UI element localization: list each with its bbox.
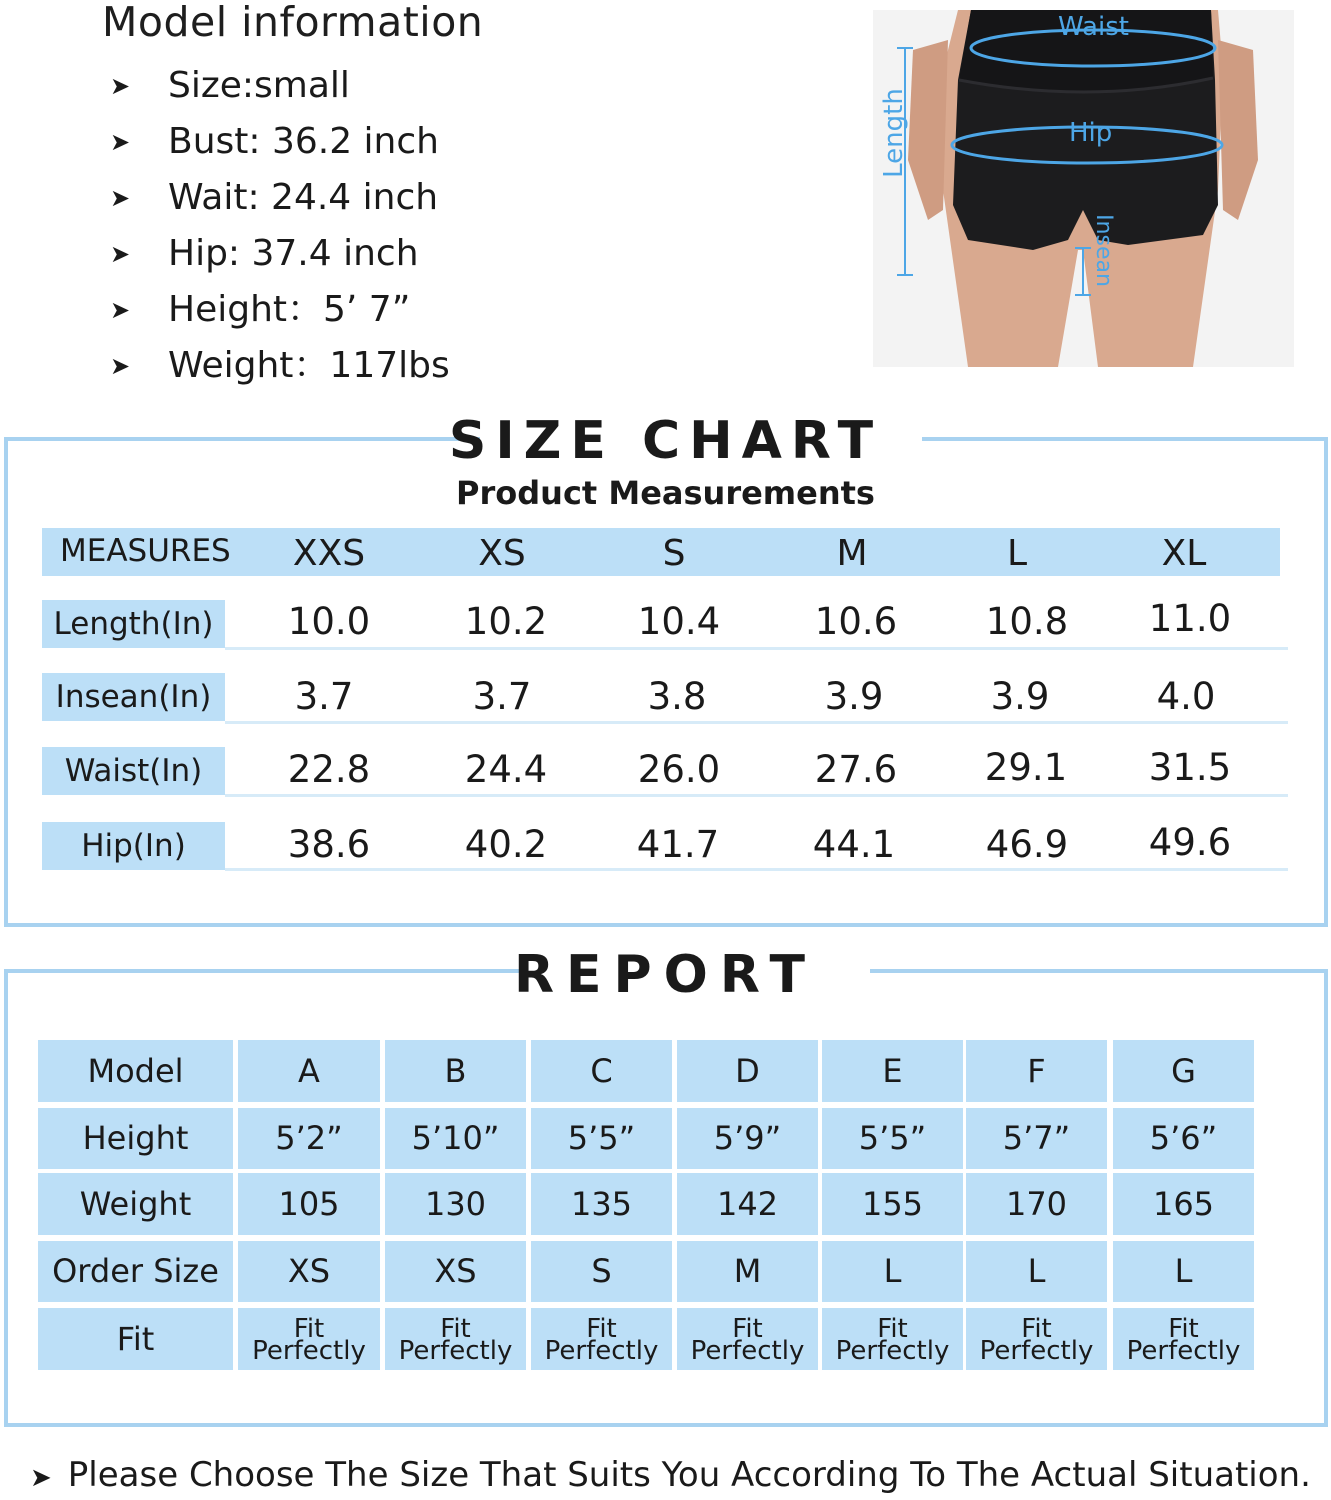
report-cell: 5’9” bbox=[677, 1108, 818, 1169]
report-cell: 105 bbox=[238, 1173, 380, 1235]
model-info-list bbox=[102, 64, 483, 400]
fit-label: Fit bbox=[877, 1314, 908, 1344]
report-cell: 135 bbox=[531, 1173, 672, 1235]
row-divider bbox=[225, 794, 1288, 797]
size-value-cell: 46.9 bbox=[985, 823, 1069, 866]
report-cell: 155 bbox=[822, 1173, 963, 1235]
arrowhead-icon: ➤ bbox=[110, 128, 131, 156]
size-chart-title: SIZE CHART bbox=[448, 411, 883, 471]
arrowhead-icon: ➤ bbox=[110, 72, 131, 100]
report-cell: A bbox=[238, 1040, 380, 1102]
size-value-cell: 26.0 bbox=[637, 748, 721, 791]
size-value-cell: 3.8 bbox=[647, 675, 707, 718]
arrowhead-icon: ➤ bbox=[30, 1463, 52, 1493]
size-header-cell: L bbox=[1006, 533, 1028, 574]
report-cell bbox=[966, 1308, 1107, 1370]
fit-label: Perfectly bbox=[835, 1336, 950, 1366]
fit-label: Fit bbox=[440, 1314, 471, 1344]
fit-label: Perfectly bbox=[690, 1336, 805, 1366]
fit-label: Perfectly bbox=[252, 1336, 366, 1366]
report-cell: G bbox=[1113, 1040, 1254, 1102]
footer-note bbox=[30, 1455, 1311, 1495]
size-row-label: Hip(In) bbox=[42, 822, 225, 870]
report-row-label: Fit bbox=[38, 1308, 233, 1370]
size-value-cell: 11.0 bbox=[1148, 597, 1232, 640]
size-value-cell: 3.9 bbox=[990, 675, 1050, 718]
size-header-cell: XL bbox=[1161, 533, 1207, 574]
report-cell: B bbox=[385, 1040, 526, 1102]
report-cell: 5’2” bbox=[238, 1108, 380, 1169]
size-header-cell: S bbox=[662, 533, 686, 574]
size-value-cell: 22.8 bbox=[287, 748, 371, 791]
report-cell: 130 bbox=[385, 1173, 526, 1235]
size-value-cell: 10.4 bbox=[637, 600, 721, 643]
inseam-label: Insean bbox=[1090, 214, 1116, 287]
report-cell: 5’6” bbox=[1113, 1108, 1254, 1169]
row-divider bbox=[225, 868, 1288, 871]
size-value-cell: 3.9 bbox=[824, 675, 884, 718]
hip-label: Hip bbox=[1069, 118, 1113, 148]
fit-label: Fit bbox=[732, 1314, 763, 1344]
model-info-title: Model information bbox=[102, 0, 484, 46]
fit-label: Fit bbox=[1021, 1314, 1052, 1344]
report-cell: F bbox=[966, 1040, 1107, 1102]
model-info-item: ➤ Height：5’ 7” bbox=[110, 289, 411, 330]
model-info-item: ➤ Size:small bbox=[110, 65, 350, 106]
report-row-label: Height bbox=[38, 1108, 233, 1169]
report-row-label: Weight bbox=[38, 1173, 233, 1235]
size-value-cell: 3.7 bbox=[472, 675, 532, 718]
size-value-cell: 4.0 bbox=[1156, 675, 1216, 718]
size-value-cell: 44.1 bbox=[812, 823, 896, 866]
model-info-item: ➤ Hip: 37.4 inch bbox=[110, 233, 419, 274]
fit-label: Fit bbox=[586, 1314, 617, 1344]
model-info-item: ➤ Bust: 36.2 inch bbox=[110, 121, 439, 162]
report-cell: 142 bbox=[677, 1173, 818, 1235]
report-cell bbox=[238, 1308, 380, 1370]
fit-label: Perfectly bbox=[979, 1336, 1094, 1366]
size-header-cell: M bbox=[836, 533, 868, 574]
fit-label: Fit bbox=[293, 1314, 325, 1344]
report-cell: XS bbox=[238, 1241, 380, 1302]
size-row-label: Insean(In) bbox=[42, 673, 225, 721]
row-divider bbox=[225, 647, 1288, 650]
arrowhead-icon: ➤ bbox=[110, 296, 131, 324]
report-cell: 5’5” bbox=[822, 1108, 963, 1169]
report-cell: 5’10” bbox=[385, 1108, 526, 1169]
report-cell: C bbox=[531, 1040, 672, 1102]
size-header-cell: XXS bbox=[292, 533, 366, 574]
arrowhead-icon: ➤ bbox=[110, 352, 131, 380]
size-row-label: Waist(In) bbox=[42, 747, 225, 795]
report-cell: S bbox=[531, 1241, 672, 1302]
footer-note-text: Please Choose The Size That Suits You According To The Actual Situation. bbox=[67, 1455, 1311, 1495]
shorts-illustration bbox=[873, 10, 1294, 367]
model-info-item: ➤ Wait: 24.4 inch bbox=[110, 177, 439, 218]
fit-label: Perfectly bbox=[398, 1336, 513, 1366]
report-cell: M bbox=[677, 1241, 818, 1302]
size-value-cell: 3.7 bbox=[294, 675, 354, 718]
size-value-cell: 40.2 bbox=[464, 823, 548, 866]
size-value-cell: 49.6 bbox=[1148, 821, 1232, 864]
waist-label: Waist bbox=[1058, 12, 1129, 42]
report-cell: 165 bbox=[1113, 1173, 1254, 1235]
size-header-cell: XS bbox=[478, 533, 526, 574]
report-row-label: Order Size bbox=[38, 1241, 233, 1302]
report-cell bbox=[677, 1308, 818, 1370]
report-cell: L bbox=[822, 1241, 963, 1302]
size-value-cell: 10.2 bbox=[464, 600, 548, 643]
fit-label: Perfectly bbox=[1126, 1336, 1241, 1366]
product-photo bbox=[873, 10, 1294, 367]
size-row-label: Length(In) bbox=[42, 600, 225, 648]
arrowhead-icon: ➤ bbox=[110, 240, 131, 268]
size-value-cell: 24.4 bbox=[464, 748, 548, 791]
size-value-cell: 31.5 bbox=[1148, 746, 1232, 789]
report-cell: 5’5” bbox=[531, 1108, 672, 1169]
report-cell: L bbox=[1113, 1241, 1254, 1302]
report-row-label: Model bbox=[38, 1040, 233, 1102]
size-value-cell: 38.6 bbox=[287, 823, 371, 866]
report-cell bbox=[822, 1308, 963, 1370]
report-cell: 170 bbox=[966, 1173, 1107, 1235]
report-cell: D bbox=[677, 1040, 818, 1102]
row-divider bbox=[225, 721, 1288, 724]
size-value-cell: 10.6 bbox=[814, 600, 898, 643]
report-cell bbox=[1113, 1308, 1254, 1370]
report-cell: L bbox=[966, 1241, 1107, 1302]
model-info-item: ➤ Weight：117lbs bbox=[110, 345, 450, 386]
measures-header: MEASURES bbox=[60, 533, 231, 569]
fit-label: Fit bbox=[1168, 1314, 1199, 1344]
size-value-cell: 10.8 bbox=[985, 600, 1069, 643]
size-value-cell: 10.0 bbox=[287, 600, 371, 643]
arrowhead-icon: ➤ bbox=[110, 184, 131, 212]
size-value-cell: 29.1 bbox=[984, 746, 1068, 789]
size-value-cell: 27.6 bbox=[814, 748, 898, 791]
model-info bbox=[102, 0, 483, 400]
report-title: REPORT bbox=[513, 945, 818, 1005]
report-cell: E bbox=[822, 1040, 963, 1102]
length-label: Length bbox=[878, 88, 909, 178]
size-value-cell: 41.7 bbox=[636, 823, 720, 866]
report-cell: 5’7” bbox=[966, 1108, 1107, 1169]
report-cell: XS bbox=[385, 1241, 526, 1302]
size-chart-subtitle: Product Measurements bbox=[456, 474, 875, 512]
report-cell bbox=[531, 1308, 672, 1370]
fit-label: Perfectly bbox=[544, 1336, 659, 1366]
report-cell bbox=[385, 1308, 526, 1370]
